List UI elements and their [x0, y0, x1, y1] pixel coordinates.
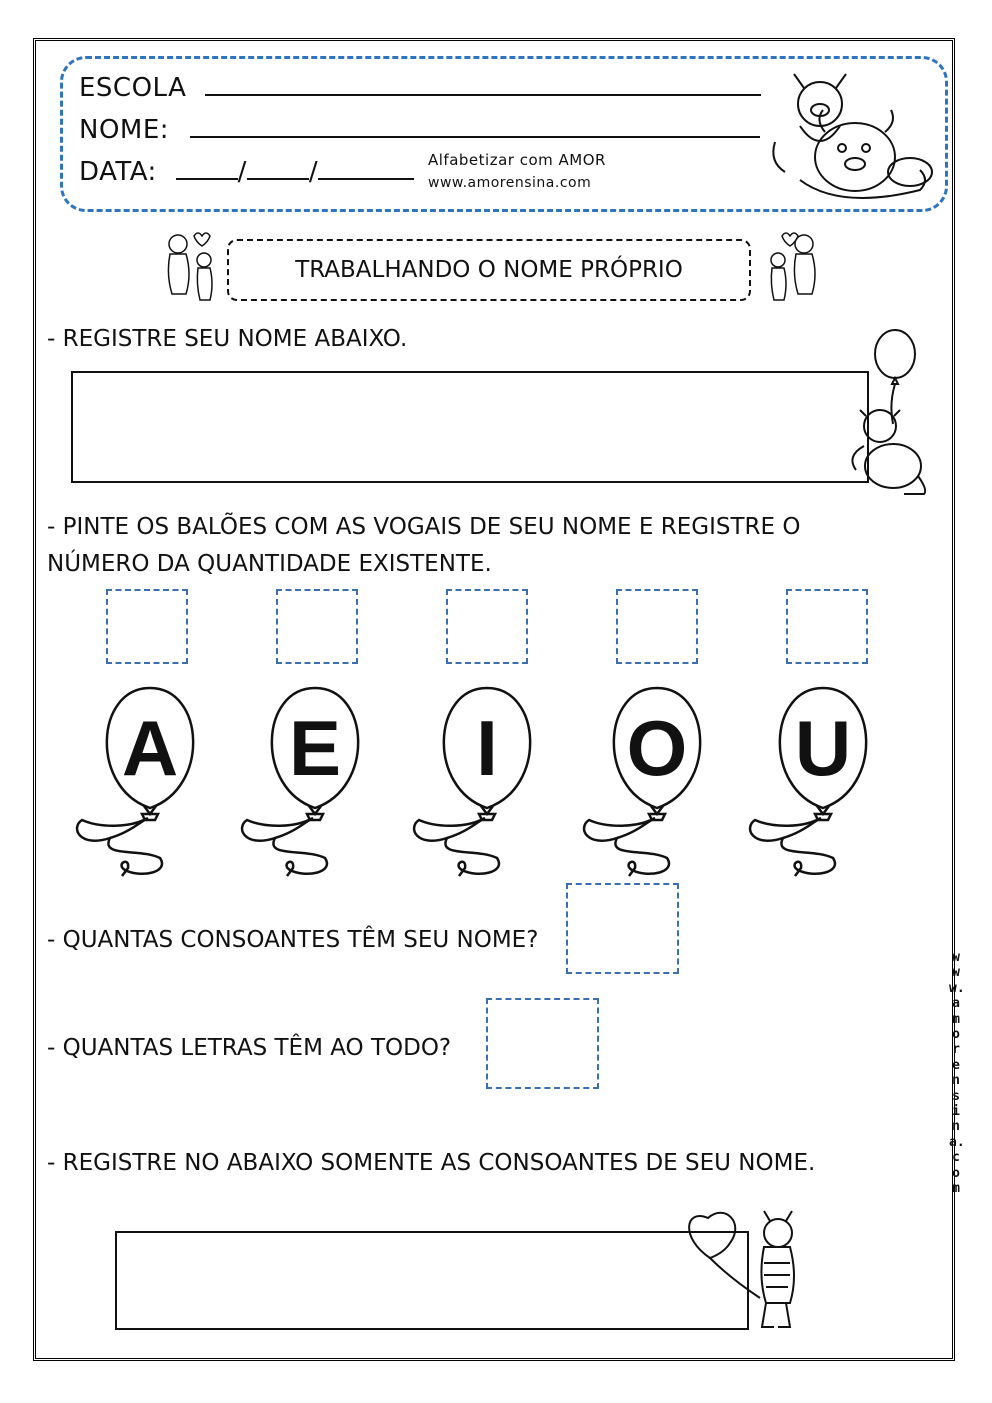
bear-piglet-illustration	[760, 62, 940, 210]
question-register-name: - REGISTRE SEU NOME ABAIXO.	[47, 326, 408, 352]
question-total-letters: - QUANTAS LETRAS TÊM AO TODO?	[47, 1035, 452, 1061]
vowel-count-box-a[interactable]	[106, 589, 188, 664]
nome-field[interactable]	[190, 114, 760, 138]
brand-url: www.amorensina.com	[428, 175, 592, 191]
vowel-count-box-e[interactable]	[276, 589, 358, 664]
data-label: DATA:	[79, 157, 157, 187]
total-letters-box[interactable]	[486, 998, 599, 1089]
balloon-o[interactable]	[577, 678, 717, 883]
question-consonant-count: - QUANTAS CONSOANTES TÊM SEU NOME?	[47, 927, 539, 953]
vowel-count-box-u[interactable]	[786, 589, 868, 664]
escola-field[interactable]	[205, 72, 761, 96]
balloon-e-letter: E	[288, 704, 342, 792]
bear-piglet-right-icon	[762, 230, 822, 310]
balloon-a-letter: A	[121, 704, 179, 792]
balloon-u[interactable]	[743, 678, 883, 883]
balloon-i-letter: I	[476, 704, 498, 792]
nome-line	[79, 114, 760, 145]
page-title: TRABALHANDO O NOME PRÓPRIO	[227, 239, 751, 301]
data-month-field[interactable]	[247, 156, 309, 180]
side-url: www.amorensina.com	[949, 950, 965, 1197]
question-paint-vowels-line2: NÚMERO DA QUANTIDADE EXISTENTE.	[47, 551, 492, 577]
balloon-e[interactable]	[235, 678, 375, 883]
data-day-field[interactable]	[176, 156, 238, 180]
piglet-heart-balloon-illustration	[680, 1203, 810, 1343]
consonants-answer-box[interactable]	[115, 1231, 749, 1330]
escola-label: ESCOLA	[79, 73, 187, 103]
balloon-o-letter: O	[626, 704, 688, 792]
escola-line	[79, 72, 761, 103]
data-line: DATA: / /	[79, 156, 414, 187]
consonant-count-box[interactable]	[566, 883, 679, 974]
bear-piglet-left-icon	[160, 230, 220, 310]
question-register-consonants: - REGISTRE NO ABAIXO SOMENTE AS CONSOANTES DE SEU NOME.	[47, 1150, 816, 1176]
brand-name: Alfabetizar com AMOR	[428, 151, 606, 169]
balloon-i[interactable]	[407, 678, 547, 883]
question-paint-vowels-line1: - PINTE OS BALÕES COM AS VOGAIS DE SEU NOME E REGISTRE O	[47, 514, 801, 540]
bear-balloon-illustration	[838, 326, 933, 496]
name-answer-box[interactable]	[71, 371, 869, 483]
balloon-a[interactable]	[70, 678, 210, 883]
data-year-field[interactable]	[318, 156, 414, 180]
vowel-count-box-o[interactable]	[616, 589, 698, 664]
nome-label: NOME:	[79, 115, 170, 145]
vowel-count-box-i[interactable]	[446, 589, 528, 664]
balloon-u-letter: U	[794, 704, 852, 792]
